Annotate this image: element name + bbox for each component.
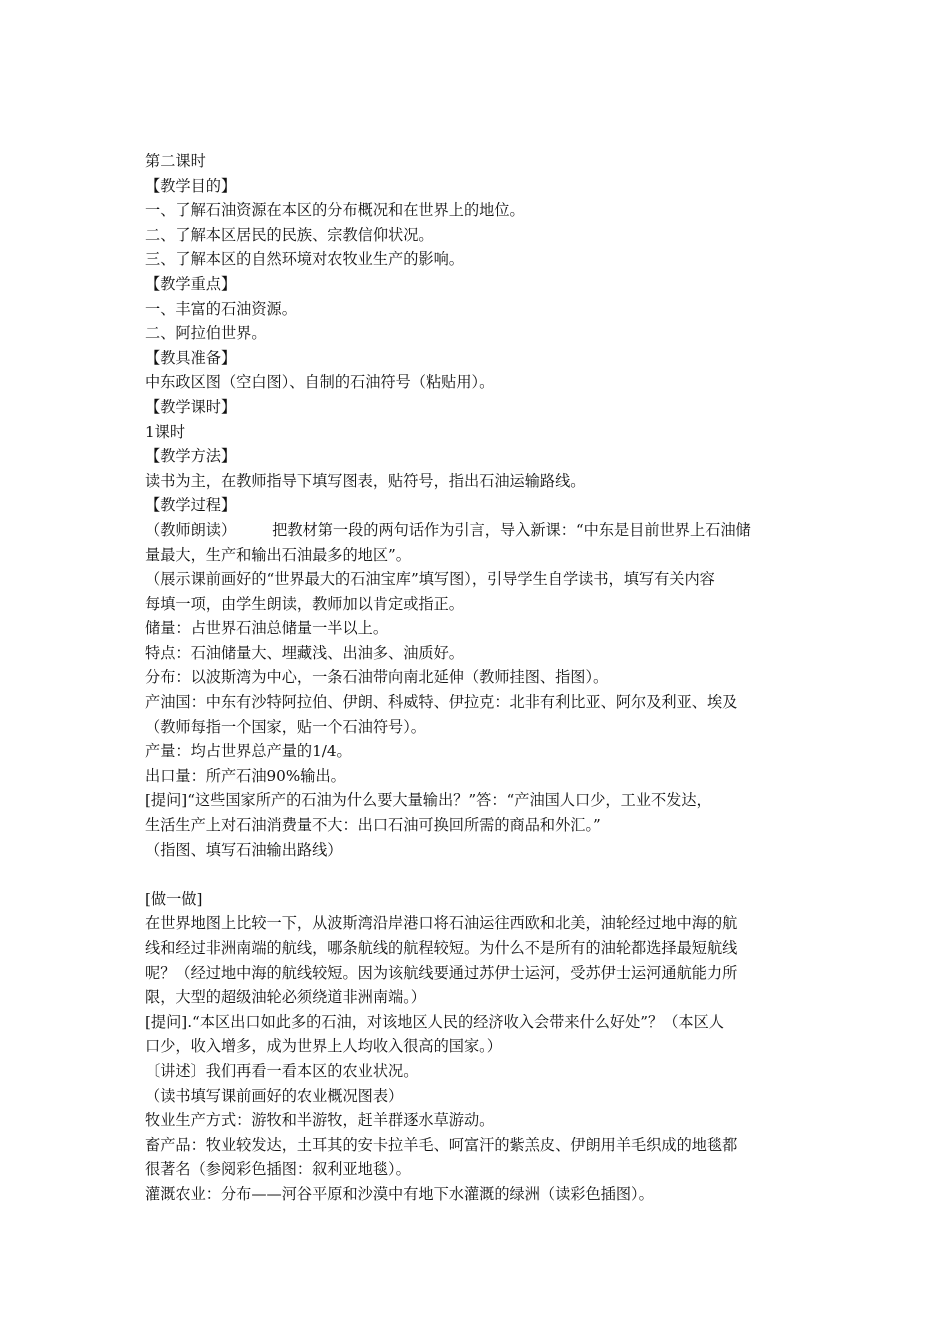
text-line: （展示课前画好的“世界最大的石油宝库”填写图），引导学生自学读书，填写有关内容: [145, 570, 715, 589]
text-line: 呢？（经过地中海的航线较短。因为该航线要通过苏伊士运河，受苏伊士运河通航能力所: [145, 963, 738, 982]
text-line: 口少，收入增多，成为世界上人均收入很高的国家。）: [145, 1037, 502, 1056]
document-page: [145, 149, 810, 1207]
text-line: [提问].“本区出口如此多的石油，对该地区人民的经济收入会带来什么好处”？（本区人: [145, 1012, 724, 1031]
text-line: 储量：占世界石油总储量一半以上。: [145, 619, 388, 638]
text-span: 把教材第一段的两句话作为引言，导入新课：“中东是目前世界上石油储: [272, 520, 751, 539]
text-line: 二、了解本区居民的民族、宗教信仰状况。: [145, 225, 434, 244]
text-line: 灌溉农业：分布——河谷平原和沙漠中有地下水灌溉的绿洲（读彩色插图）。: [145, 1184, 654, 1203]
text-line: [145, 518, 810, 543]
section-heading-process: 【教学过程】: [145, 496, 237, 515]
teacher-reading-label: （教师朗读）: [145, 520, 237, 539]
text-line: 读书为主，在教师指导下填写图表，贴符号，指出石油运输路线。: [145, 471, 586, 490]
text-line: 二、阿拉伯世界。: [145, 324, 267, 343]
text-line: 畜产品：牧业较发达，土耳其的安卡拉羊毛、呵富汗的紫羔皮、伊朗用羊毛织成的地毯都: [145, 1135, 738, 1154]
text-line: 一、了解石油资源在本区的分布概况和在世界上的地位。: [145, 201, 525, 220]
text-line: 1课时: [145, 422, 186, 441]
text-line: 每填一项，由学生朗读，教师加以肯定或指正。: [145, 594, 464, 613]
text-line: 牧业生产方式：游牧和半游牧，赶羊群逐水草游动。: [145, 1111, 495, 1130]
text-line: 出口量：所产石油90%输出。: [145, 766, 346, 785]
text-line: 线和经过非洲南端的航线，哪条航线的航程较短。为什么不是所有的油轮都选择最短航线: [145, 939, 738, 957]
text-line: 生活生产上对石油消费量不大：出口石油可换回所需的商品和外汇。”: [145, 816, 601, 835]
text-line: 产油国：中东有沙特阿拉伯、伊朗、科威特、伊拉克：北非有利比亚、阿尔及利亚、埃及: [145, 693, 738, 712]
text-line: 中东政区图（空白图）、自制的石油符号（粘贴用）。: [145, 373, 495, 392]
text-line: （教师每指一个国家，贴一个石油符号）。: [145, 717, 426, 736]
section-heading-key-points: 【教学重点】: [145, 274, 237, 293]
text-line: 〔讲述〕我们再看一看本区的农业状况。: [145, 1061, 419, 1080]
lesson-title: 第二课时: [145, 152, 206, 170]
text-line: （读书填写课前画好的农业概况图表）: [145, 1086, 404, 1105]
section-heading-methods: 【教学方法】: [145, 447, 237, 466]
text-line: 特点：石油储量大、埋藏浅、出油多、油质好。: [145, 643, 464, 662]
section-heading-objectives: 【教学目的】: [145, 176, 237, 195]
text-line: 三、了解本区的自然环境对农牧业生产的影响。: [145, 250, 464, 269]
text-line: 分布：以波斯湾为中心，一条石油带向南北延伸（教师挂图、指图）。: [145, 668, 609, 687]
text-line: 限，大型的超级油轮必须绕道非洲南端。）: [145, 988, 426, 1007]
blank-line: [145, 862, 810, 887]
text-line: 一、丰富的石油资源。: [145, 299, 297, 318]
section-heading-activity: [做一做]: [145, 889, 203, 908]
text-line: 量最大，生产和输出石油最多的地区”。: [145, 545, 411, 564]
section-heading-materials: 【教具准备】: [145, 348, 237, 367]
text-line: 很著名（参阅彩色插图：叙利亚地毯）。: [145, 1160, 411, 1179]
text-line: [提问]“这些国家所产的石油为什么要大量输出？”答：“产油国人口少，工业不发达，: [145, 791, 712, 810]
section-heading-periods: 【教学课时】: [145, 397, 237, 416]
text-line: （指图、填写石油输出路线）: [145, 840, 343, 859]
text-line: 在世界地图上比较一下，从波斯湾沿岸港口将石油运往西欧和北美，油轮经过地中海的航: [145, 914, 738, 933]
text-line: 产量：均占世界总产量的1/4。: [145, 742, 352, 761]
